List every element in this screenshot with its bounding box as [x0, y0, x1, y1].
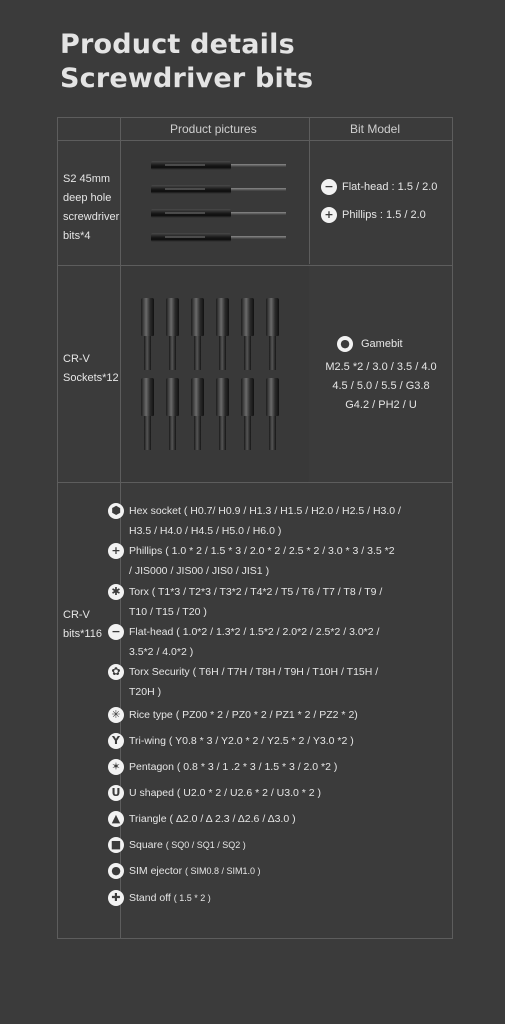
bit-item-tri-wing: [112, 732, 449, 752]
title-line-1: Product details: [60, 29, 295, 60]
bit-item-sim-ejector: [111, 862, 449, 882]
bit-type-name: Pentagon: [129, 761, 174, 773]
model-phillips: Phillips : 1.5 / 2.0: [342, 209, 426, 221]
bit-type-name: Triangle: [129, 813, 167, 825]
bit-type-name: Tri-wing: [129, 735, 166, 747]
bit-specs: ( PZ00 * 2 / PZ0 * 2 / PZ1 * 2 / PZ2 * 2): [175, 709, 358, 721]
row-divider-2: [57, 482, 453, 483]
phillips-icon: +: [108, 543, 124, 559]
bit-item-flat-head: [111, 623, 449, 662]
s2-bits-picture: [121, 141, 309, 265]
bit-item-triangle: [111, 810, 449, 830]
bit-type-name: SIM ejector: [129, 865, 183, 877]
plus-circle-icon: +: [321, 207, 337, 223]
header-bit-model: Bit Model: [350, 122, 401, 136]
socket-bit-image: [191, 378, 204, 450]
row-label-line: screwdriver: [63, 211, 120, 223]
bit-item-hex-socket: [111, 502, 449, 541]
bit-item-torx: [111, 583, 449, 622]
bit-item-torx-security: [111, 663, 449, 702]
bit-specs: T20H ): [129, 685, 162, 698]
row-label-line: CR-V: [63, 353, 90, 365]
minus-circle-icon: −: [321, 179, 337, 195]
gamebit-icon: ●: [337, 336, 353, 352]
bit-specs: ( Y0.8 * 3 / Y2.0 * 2 / Y2.5 * 2 / Y3.0 *2 ): [168, 735, 354, 747]
bit-type-name: Square: [129, 839, 163, 851]
model-flat-head: Flat-head : 1.5 / 2.0: [342, 181, 438, 193]
row-label-line: deep hole: [63, 192, 112, 204]
gamebit-sizes-line: G4.2 / PH2 / U: [345, 399, 417, 411]
socket-bit-image: [266, 298, 279, 370]
bit-specs: T10 / T15 / T20 ): [129, 605, 207, 618]
bit-specs: ( SIM0.8 / SIM1.0 ): [185, 866, 261, 876]
table-border-right: [452, 118, 453, 938]
triangle-icon: ▲: [108, 811, 124, 827]
bit-item-pentagon: [111, 758, 449, 778]
long-bit-image: [151, 185, 261, 194]
bit-item-square: [110, 836, 449, 856]
row-label-line: Sockets*12: [63, 372, 119, 384]
bit-item-stand-off: [111, 889, 449, 909]
header-product-pictures: Product pictures: [170, 122, 257, 136]
page-title: [60, 28, 313, 96]
bit-specs: ( H0.7/ H0.9 / H1.3 / H1.5 / H2.0 / H2.5 / H3.0 /: [183, 505, 401, 517]
socket-bit-image: [191, 298, 204, 370]
gamebit-sizes-line: M2.5 *2 / 3.0 / 3.5 / 4.0: [325, 361, 437, 373]
socket-bit-image: [166, 298, 179, 370]
socket-bit-image: [216, 378, 229, 450]
bit-specs: ( SQ0 / SQ1 / SQ2 ): [165, 840, 246, 850]
bit-type-name: Flat-head: [129, 626, 174, 638]
long-bit-image: [151, 209, 261, 218]
bit-item-phillips: [111, 542, 449, 581]
bit-specs: / JIS000 / JIS00 / JIS0 / JIS1 ): [129, 564, 270, 577]
row-label-line: bits*116: [63, 628, 102, 640]
socket-bit-image: [141, 378, 154, 450]
bit-type-name: Rice type: [129, 709, 173, 721]
socket-bit-image: [141, 298, 154, 370]
gamebit-label: Gamebit: [361, 338, 403, 350]
bit-specs: ( T6H / T7H / T8H / T9H / T10H / T15H /: [192, 666, 379, 678]
bit-specs: ( U2.0 * 2 / U2.6 * 2 / U3.0 * 2 ): [176, 787, 322, 799]
bit-specs: ( T1*3 / T2*3 / T3*2 / T4*2 / T5 / T6 / T7 / T8 / T9 /: [151, 586, 383, 598]
table-border-left: [57, 118, 58, 938]
bit-type-name: U shaped: [129, 787, 174, 799]
row-label-crv-bits: [63, 606, 102, 644]
stand-off-icon: ✚: [108, 890, 124, 906]
spec-table: [57, 117, 453, 939]
bit-specs: ( 0.8 * 3 / 1 .2 * 3 / 1.5 * 3 / 2.0 *2 ): [176, 761, 338, 773]
bit-specs: ( 1.0 * 2 / 1.5 * 3 / 2.0 * 2 / 2.5 * 2 / 3.0 * 3 / 3.5 *2: [165, 545, 395, 557]
u-shaped-icon: U: [108, 785, 124, 801]
pentagon-icon: ✶: [108, 759, 124, 775]
flat-head-icon: −: [108, 624, 124, 640]
bit-type-name: Hex socket: [129, 505, 181, 517]
gamebit-sizes-line: 4.5 / 5.0 / 5.5 / G3.8: [332, 380, 430, 392]
socket-bit-image: [166, 378, 179, 450]
socket-bit-image: [241, 378, 254, 450]
bit-specs: 3.5*2 / 4.0*2 ): [129, 645, 194, 658]
long-bit-image: [151, 161, 261, 170]
title-line-2: Screwdriver bits: [60, 63, 314, 94]
bit-specs: ( 1.5 * 2 ): [173, 893, 211, 903]
bit-type-name: Torx: [129, 586, 149, 598]
long-bit-image: [151, 233, 261, 242]
rice-type-icon: ✳: [108, 707, 124, 723]
bit-item-u-shaped: [111, 784, 449, 804]
torx-security-icon: ✿: [108, 664, 124, 680]
sockets-picture: [121, 266, 309, 482]
row-label-line: S2 45mm: [63, 173, 111, 185]
socket-bit-image: [241, 298, 254, 370]
bit-type-name: Stand off: [129, 892, 171, 904]
bit-specs: ( Δ2.0 / Δ 2.3 / Δ2.6 / Δ3.0 ): [169, 813, 296, 825]
torx-icon: ✱: [108, 584, 124, 600]
sim-ejector-icon: ●: [108, 863, 124, 879]
bit-item-rice-type: [111, 706, 449, 726]
socket-bit-image: [266, 378, 279, 450]
square-icon: ■: [108, 837, 124, 853]
socket-bit-image: [216, 298, 229, 370]
hexagon-icon: ⬢: [108, 503, 124, 519]
tri-wing-icon: Y: [108, 733, 124, 749]
row-label-crv-sockets: [63, 350, 119, 388]
bit-type-name: Torx Security: [129, 666, 190, 678]
bit-specs: H3.5 / H4.0 / H4.5 / H5.0 / H6.0 ): [129, 524, 282, 537]
bit-specs: ( 1.0*2 / 1.3*2 / 1.5*2 / 2.0*2 / 2.5*2 / 3.0*2 /: [176, 626, 380, 638]
row-label-line: bits*4: [63, 230, 91, 242]
row-label-line: CR-V: [63, 609, 90, 621]
bit-type-name: Phillips: [129, 545, 163, 557]
row-label-s2: [63, 170, 119, 246]
